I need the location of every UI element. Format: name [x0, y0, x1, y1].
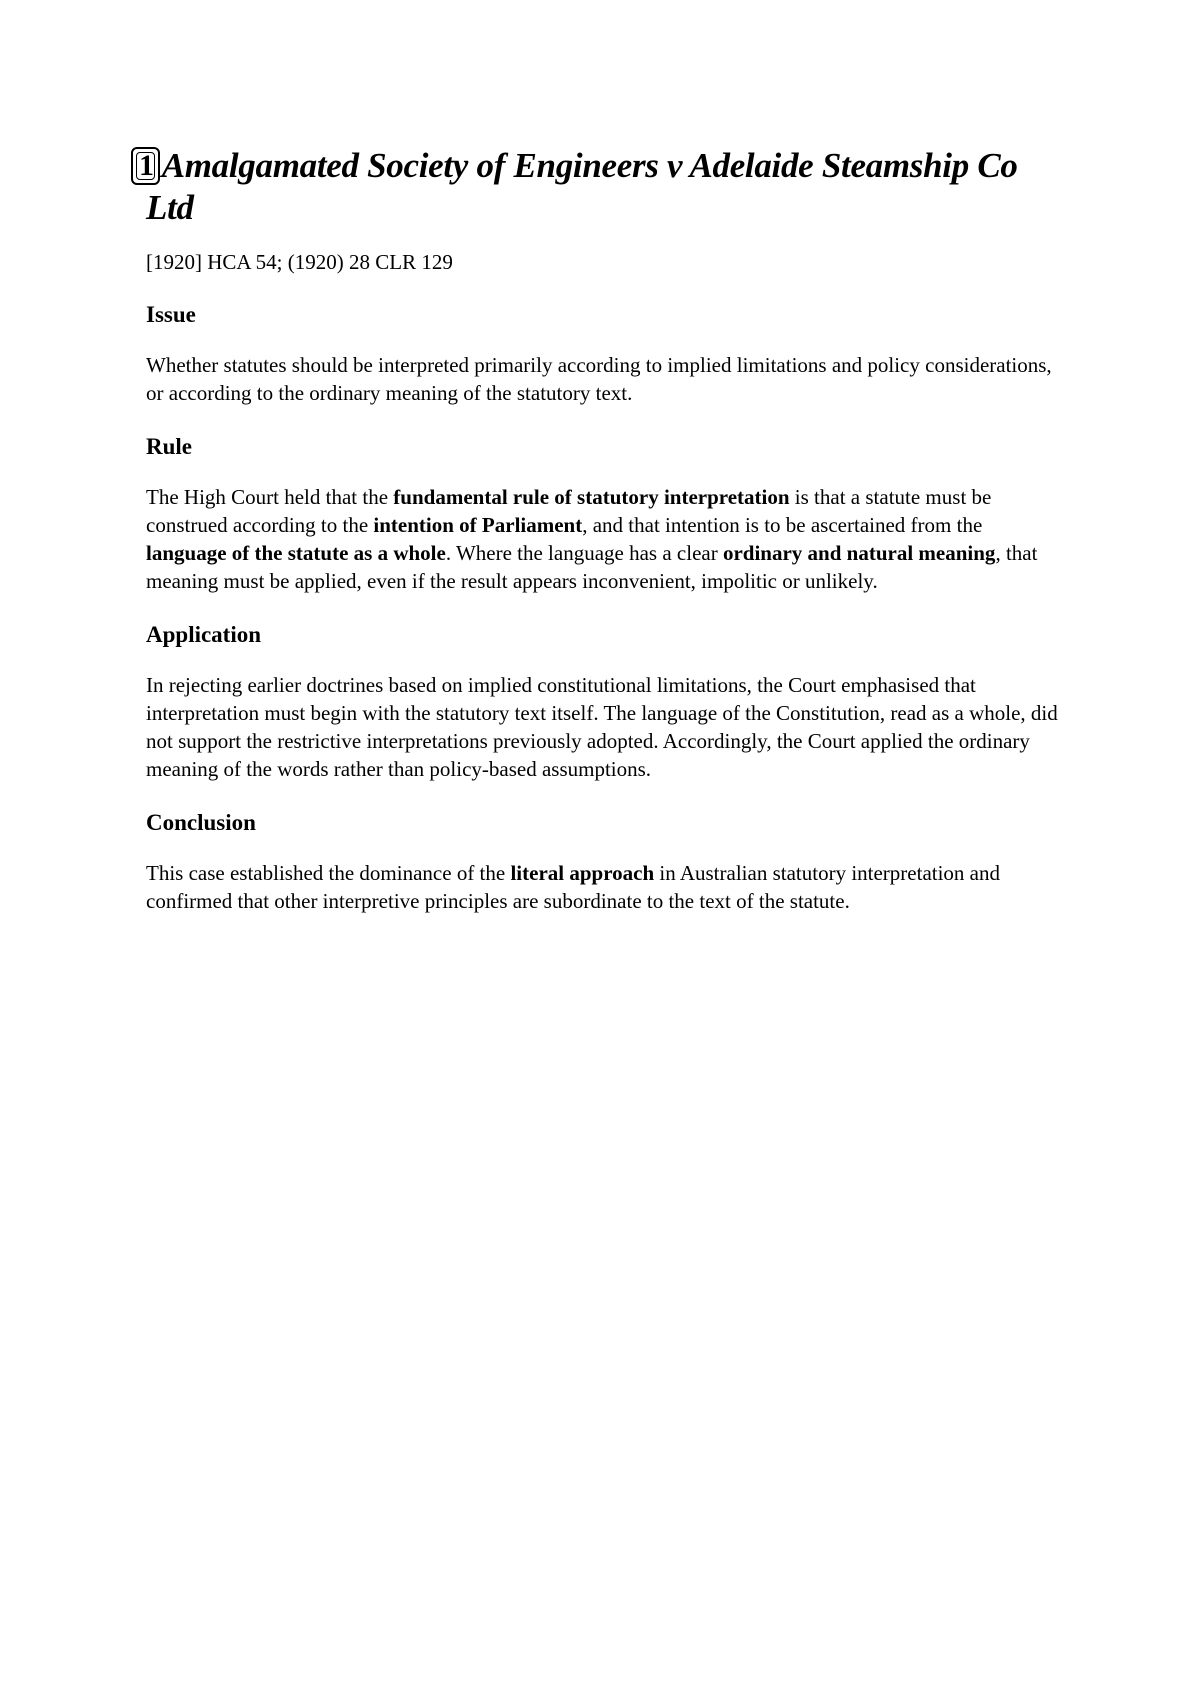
- rule-text-part: . Where the language has a clear: [445, 541, 723, 565]
- issue-text: Whether statutes should be interpreted primarily according to implied limitations and policy considerations, or according to the ordinary meaning of the statutory text.: [146, 353, 1052, 405]
- rule-emphasis-intention: intention of Parliament: [373, 513, 583, 537]
- conclusion-heading: Conclusion: [146, 810, 256, 835]
- conclusion-emphasis-literal-approach: literal approach: [510, 861, 655, 885]
- rule-emphasis-fundamental-rule: fundamental rule of statutory interpretation: [393, 485, 790, 509]
- rule-emphasis-language: language of the statute as a whole: [146, 541, 446, 565]
- application-heading: Application: [146, 622, 262, 647]
- rule-text-part: The High Court held that the: [146, 485, 394, 509]
- rule-text-part: , and that intention is to be ascertained from the: [582, 513, 983, 537]
- conclusion-text: [146, 859, 1066, 915]
- conclusion-text-part: in Australian statutory interpretation and confirmed that other interpretive principles are subordinate to the text of the statute.: [146, 861, 1001, 913]
- rule-text: [146, 483, 1066, 595]
- case-title-text: Amalgamated Society of Engineers v Adelaide Steamship Co Ltd: [146, 146, 1018, 227]
- conclusion-text-part: This case established the dominance of the: [146, 861, 511, 885]
- rule-text-part: , that meaning must be applied, even if the result appears inconvenient, impolitic or unlikely.: [146, 541, 1038, 593]
- issue-heading: Issue: [146, 302, 196, 327]
- case-number-badge: 1: [131, 147, 160, 185]
- application-text: In rejecting earlier doctrines based on implied constitutional limitations, the Court emphasised that interpretation must begin with the statutory text itself. The language of the Constitution, read as a whole, did not support the restrictive interpretations previously adopted. Accordingly, the Court applied the ordinary meaning of the words rather than policy-based assumptions.: [146, 673, 1058, 781]
- case-citation: [1920] HCA 54; (1920) 28 CLR 129: [146, 250, 453, 274]
- document-page: [139, 145, 1066, 915]
- rule-emphasis-ordinary-meaning: ordinary and natural meaning: [722, 541, 996, 565]
- rule-text-part: is that a statute must be construed according to the: [146, 485, 992, 537]
- case-title: [139, 145, 1066, 229]
- rule-heading: Rule: [146, 434, 192, 459]
